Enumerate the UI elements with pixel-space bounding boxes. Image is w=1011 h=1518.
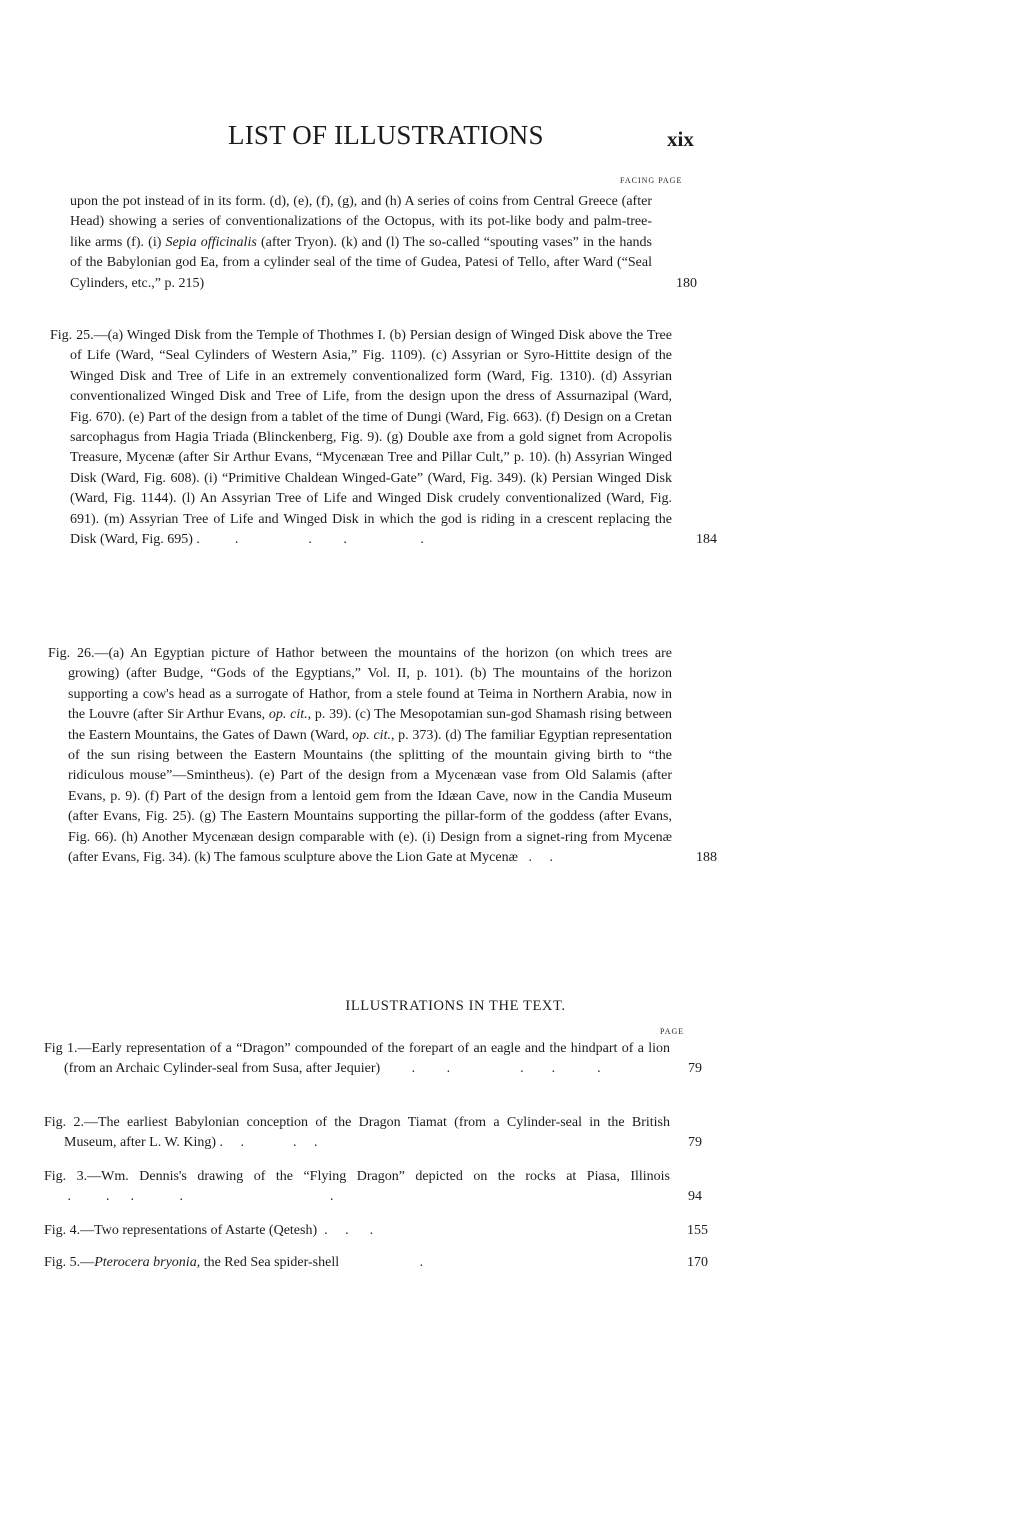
entry-text: Fig. 5.— [44, 1255, 95, 1270]
dot-leader: . [339, 1255, 424, 1270]
entry-label: Fig. 26. [48, 646, 95, 661]
page-ref: 170 [687, 1255, 708, 1270]
facing-page-label: FACING PAGE [620, 176, 683, 185]
entry-text: (after Tryon). (k) and (l) The so-called “spouting vases” in the hands of the Babylonian god Ea, from a cylinder seal of the time of Gudea, Patesi of Tello, after Ward (“Seal Cylinders, etc.,” p. 215) [70, 234, 652, 291]
plate-entry-fig-26 [48, 644, 717, 868]
page-ref: 184 [696, 532, 717, 548]
dot-leader: . . . . . [192, 532, 424, 548]
text-figure-entry-2: Fig. 2.—The earliest Babylonian conception of the Dragon Tiamat (from a Cylinder-seal in the British Museum, after L. W. King) . . . . 79 [44, 1115, 702, 1151]
entry-text: —(a) Winged Disk from the Temple of Thothmes I. (b) Persian design of Winged Disk above the Tree of Life (Ward, “Seal Cylinders of Western Asia,” Fig. 1109). (c) Assyrian or Syro-Hittite design of the Winged Disk and Tree of Life in an extremely conventionalized form (Ward, Fig. 1310). (d) Assyrian conventionalized Winged Disk and Tree of Life, from the design upon the dress of Assurnazipal (Ward, Fig. 670). (e) Part of the design from a tablet of the time of Dungi (Ward, Fig. 663). (f) Design on a Cretan sarcophagus from Hagia Triada (Blinckenberg, Fig. 9). (g) Double axe from a gold signet from Acropolis Treasure, Mycenæ (after Sir Arthur Evans, “Mycenæan Tree and Pillar Cult,” p. 10). (h) Assyrian Winged Disk (Ward, Fig. 608). (i) “Primitive Chaldean Winged-Gate” (Ward, Fig. 349). (k) Persian Winged Disk (Ward, Fig. 1144). (l) An Assyrian Tree of Life and Winged Disk crudely conventionalized (Ward, Fig. 691). (m) Assyrian Tree of Life and Winged Disk in which the god is riding in a crescent replacing the Disk (Ward, Fig. 695) [70, 328, 672, 548]
entry-label: Fig. 25. [50, 328, 94, 343]
dot-leader: . . . . . [380, 1061, 601, 1077]
entry-text: —(a) An Egyptian picture of Hathor between the mountains of the horizon (on which trees are growing) (after Budge, “Gods of the Egyptians,” Vol. II, p. 101). (b) The mountains of the horizon supporting a cow's head as a surrogate of Hathor, from a stele found at Teima in Northern Arabia, now in the Louvre (after Sir Arthur Evans, [68, 646, 672, 723]
entry-text: upon the pot instead of in its form. (d), (e), (f), (g), and (h) A series of coins from Central Greece (after Head) showing a series of conventionalizations of the Octopus, with its pot-like body and palm-tree-like arms (f). (i) [70, 194, 652, 250]
dot-leader: . . . . [216, 1135, 318, 1151]
page-ref: 188 [696, 850, 717, 866]
entry-text: Fig. 3.—Wm. Dennis's drawing of the “Flying Dragon” depicted on the rocks at Piasa, Illinois [44, 1169, 670, 1184]
page-number: xix [667, 127, 694, 151]
section-title: ILLUSTRATIONS IN THE TEXT. [345, 998, 566, 1014]
section-heading [0, 998, 1011, 1015]
text-figure-entry-3: Fig. 3.—Wm. Dennis's drawing of the “Flying Dragon” depicted on the rocks at Piasa, Illinois . . . . . 94 [44, 1169, 702, 1205]
page-column-label: PAGE [660, 1027, 685, 1036]
page-ref: 180 [676, 275, 697, 291]
entry-text: , p. 39). (c) The Mesopotamian sun-god Shamash rising between the Eastern Mountains, the Gates of Dawn (Ward, [68, 707, 672, 743]
entry-italic: Sepia officinalis [165, 234, 257, 250]
plate-entry-continued [70, 192, 697, 294]
text-figure-entry-1: Fig 1.—Early representation of a “Dragon” compounded of the forepart of an eagle and the hindpart of a lion (from an Archaic Cylinder-seal from Susa, after Jequier) . . . . . 79 [44, 1041, 702, 1077]
entry-text: , p. 373). (d) The familiar Egyptian representation of the sun rising between the Eastern Mountains (the splitting of the mountain giving birth to “the ridiculous mouse”—Smintheus). (e) Part of the design from a Mycenæan vase from Old Salamis (after Evans, p. 9). (f) Part of the design from a lentoid gem from the Idæan Cave, now in the Candia Museum (after Evans, Fig. 25). (g) The Eastern Mountains supporting the pillar-form of the goddess (after Evans, Fig. 66). (h) Another Mycenæan design comparable with (e). (i) Design from a signet-ring from Mycenæ (after Evans, Fig. 34). (k) The famous sculpture above the Lion Gate at Mycenæ [68, 727, 673, 866]
dot-leader: . . . [317, 1223, 374, 1238]
text-figure-entry-4 [44, 1221, 708, 1241]
entry-italic: op. cit. [352, 727, 391, 743]
plate-entry-fig-25 [50, 326, 717, 550]
page-title: LIST OF ILLUSTRATIONS [228, 120, 544, 150]
entry-text: Fig 1.—Early representation of a “Dragon” compounded of the forepart of an eagle and the hindpart of a lion (from an Archaic Cylinder-seal from Susa, after Jequier) [44, 1041, 670, 1077]
page-ref: 155 [687, 1223, 708, 1238]
dot-leader: . . . . . [64, 1189, 334, 1205]
text-figure-entry-5 [44, 1253, 708, 1273]
entry-italic: op. cit. [268, 707, 308, 723]
entry-italic: Pterocera bryonia [94, 1255, 197, 1270]
entry-text: Fig. 2.—The earliest Babylonian conception of the Dragon Tiamat (from a Cylinder-seal in the British Museum, after L. W. King) [44, 1115, 670, 1151]
dot-leader: . . [517, 850, 553, 866]
entry-text: , the Red Sea spider-shell [196, 1255, 340, 1270]
entry-text: Fig. 4.—Two representations of Astarte (Qetesh) [44, 1223, 318, 1238]
